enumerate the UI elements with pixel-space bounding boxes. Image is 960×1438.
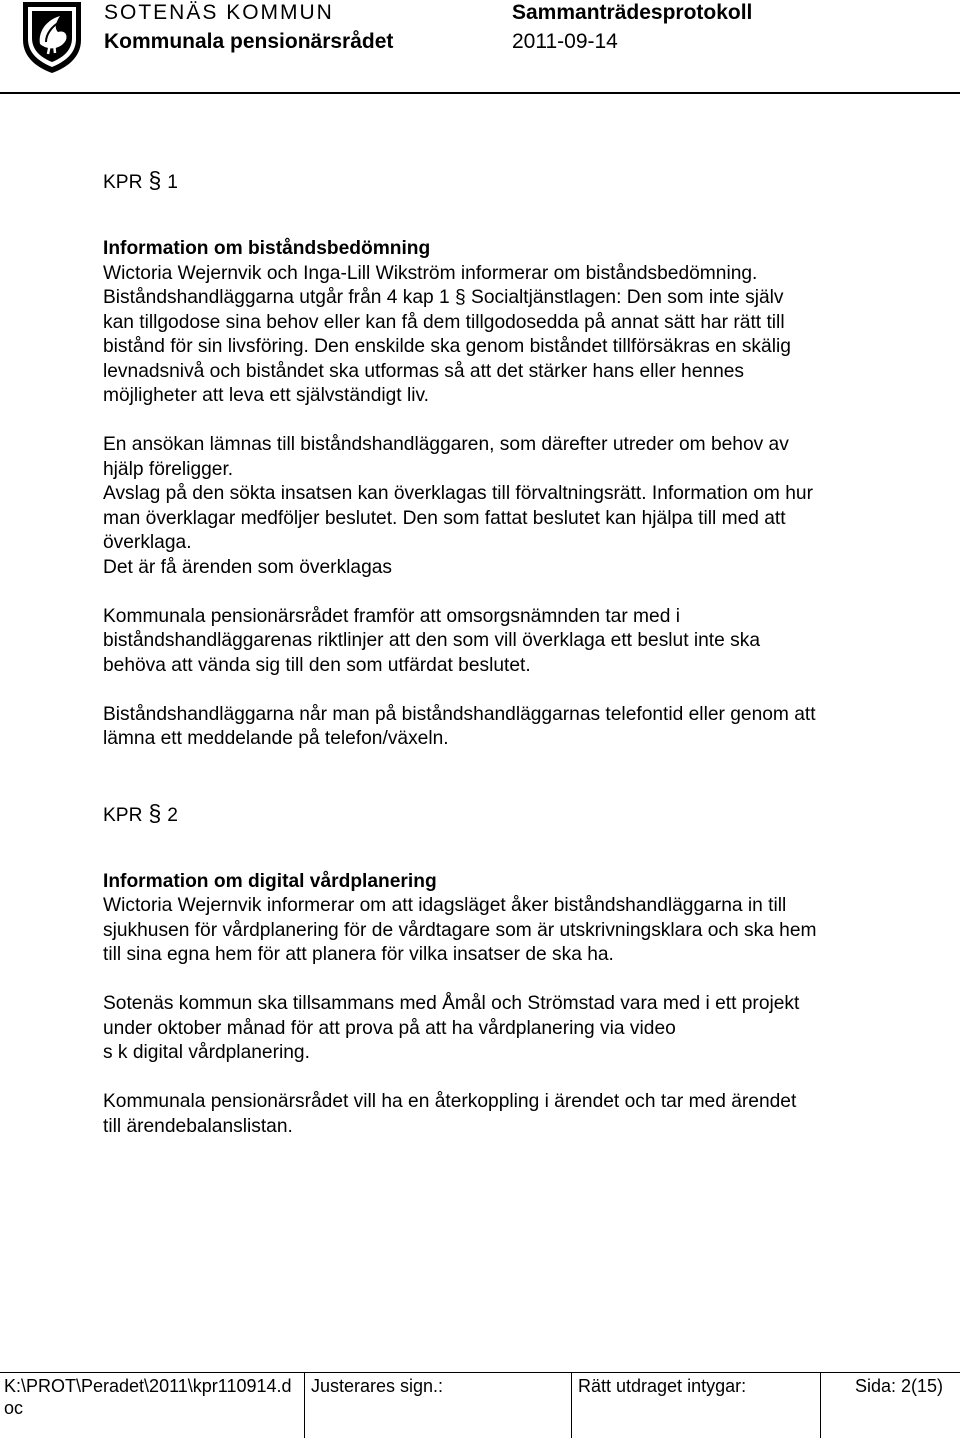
footer-certified-extract: Rätt utdraget intygar: [571, 1373, 820, 1438]
text-line: Biståndshandläggarna når man på biståndshandläggarnas telefontid eller genom att [103, 703, 816, 725]
text-line: biståndshandläggarenas riktlinjer att den som vill överklaga ett beslut inte ska [103, 630, 761, 651]
text-line: Kommunala pensionärsrådet framför att omsorgsnämnden tar med i [103, 605, 680, 627]
text-line: hjälp föreligger. [103, 458, 234, 480]
footer-adjuster-signature: Justerares sign.: [304, 1373, 571, 1438]
text-line: sjukhusen för vårdplanering för de vårdtagare som är utskrivningsklara och ska hem [103, 919, 817, 941]
meeting-date: 2011-09-14 [512, 30, 618, 53]
header-divider [0, 92, 960, 94]
text-line: man överklagar medföljer beslutet. Den som fattat beslutet kan hjälpa till med att [103, 507, 786, 529]
text-line: Avslag på den sökta insatsen kan överklagas till förvaltningsrätt. Information om hur [103, 483, 813, 504]
paragraph-sign: § [148, 167, 162, 193]
text-line: lämna ett meddelande på telefon/växeln. [103, 728, 449, 749]
text-line: till ärendebalanslistan. [103, 1115, 293, 1137]
footer-page-number: Sida: 2(15) [820, 1373, 960, 1438]
footer-file-path: K:\PROT\Peradet\2011\kpr110914.d oc [4, 1376, 292, 1418]
text-line: under oktober månad för att prova på att ha vårdplanering via video [103, 1017, 676, 1039]
section-title: Information om biståndsbedömning [103, 238, 431, 259]
document-type: Sammanträdesprotokoll [512, 1, 753, 24]
text-line: Wictoria Wejernvik informerar om att idagsläget åker biståndshandläggarna in till [103, 895, 787, 916]
text-line: möjligheter att leva ett självständigt liv. [103, 385, 429, 406]
section-heading: KPR § 2 [103, 799, 178, 826]
municipality-name: SOTENÄS KOMMUN [104, 1, 334, 24]
text-line: Det är få ärenden som överklagas [103, 556, 393, 578]
page-footer [0, 1372, 960, 1438]
text-line: till sina egna hem för att planera för vilka insatser de ska ha. [103, 944, 614, 965]
section-title: Information om digital vårdplanering [103, 870, 437, 892]
text-line: behöva att vända sig till den som utfärdat beslutet. [103, 654, 531, 676]
paragraph-sign: § [148, 799, 162, 826]
text-line: En ansökan lämnas till biståndshandläggaren, som därefter utreder om behov av [103, 434, 789, 455]
text-line: kan tillgodose sina behov eller kan få dem tillgodosedda på annat sätt har rätt till [103, 311, 785, 333]
text-line: Kommunala pensionärsrådet vill ha en återkoppling i ärendet och tar med ärendet [103, 1091, 797, 1112]
section-heading: KPR § 1 [103, 167, 178, 193]
text-line: överklaga. [103, 532, 192, 553]
text-line: s k digital vårdplanering. [103, 1042, 310, 1063]
page-header [0, 0, 960, 94]
text-line: Sotenäs kommun ska tillsammans med Åmål och Strömstad vara med i ett projekt [103, 993, 800, 1014]
municipality-coat-of-arms-icon [20, 0, 84, 74]
council-name: Kommunala pensionärsrådet [104, 30, 394, 53]
protocol-body [103, 168, 903, 1139]
text-line: Wictoria Wejernvik och Inga-Lill Wikström informerar om biståndsbedömning. [103, 262, 758, 284]
text-line: bistånd för sin livsföring. Den enskilde ska genom biståndet tillförsäkras en skälig [103, 336, 791, 357]
text-line: Biståndshandläggarna utgår från 4 kap 1 § Socialtjänstlagen: Den som inte själv [103, 287, 784, 308]
text-line: levnadsnivå och biståndet ska utformas så att det stärker hans eller hennes [103, 360, 745, 382]
